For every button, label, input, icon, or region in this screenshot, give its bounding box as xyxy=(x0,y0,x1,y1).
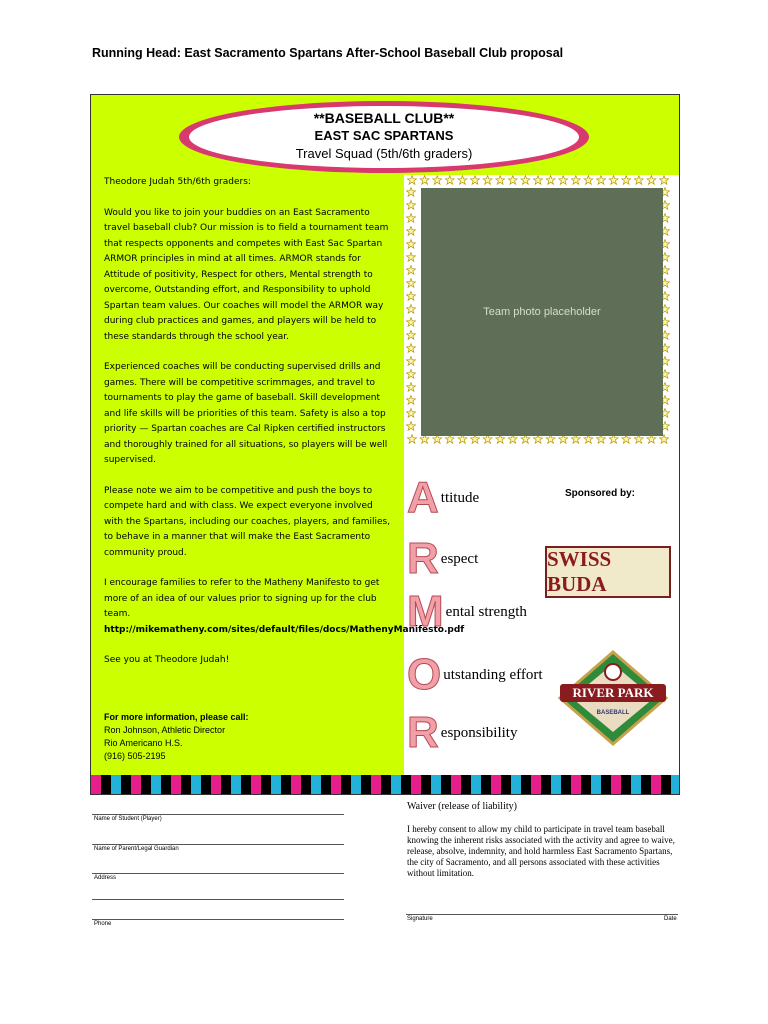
star-icon xyxy=(546,176,555,185)
title-line-2: EAST SAC SPARTANS xyxy=(314,128,454,143)
title-line-1: **BASEBALL CLUB** xyxy=(313,110,455,126)
star-icon xyxy=(584,176,593,185)
line-signature[interactable] xyxy=(406,914,678,915)
star-icon xyxy=(406,279,415,288)
contact-block xyxy=(104,711,394,763)
star-icon xyxy=(622,176,631,185)
armor-word: ental strength xyxy=(445,603,527,620)
star-icon xyxy=(406,318,415,327)
armor-letter-m: M xyxy=(407,587,444,636)
star-icon xyxy=(483,176,492,185)
star-icon xyxy=(609,176,618,185)
contact-name: Ron Johnson, Athletic Director xyxy=(104,725,226,735)
star-icon xyxy=(406,331,415,340)
armor-letter-a: A xyxy=(407,473,439,522)
label-student-name: Name of Student (Player) xyxy=(94,816,162,822)
checker-stripe xyxy=(91,775,680,795)
contact-school: Rio Americano H.S. xyxy=(104,738,183,748)
label-phone: Phone xyxy=(94,921,112,927)
greeting: Theodore Judah 5th/6th graders: xyxy=(104,177,251,187)
waiver-text: I hereby consent to allow my child to participate in travel team baseball knowing the inherent risks associated with the activity and agree to waive, release, absolve, indemnity, and hold harmless East Sacramento Spartans, the city of Sacramento, and all persons associated with these activities without limitation. xyxy=(407,824,675,878)
paragraph-2: Experienced coaches will be conducting supervised drills and games. There will be competitive scrimmages, and travel to tournaments to play the game of baseball. Skill development and life skills will be priorities of this team. Safety is also a top priority — Spartan coaches are Cal Ripken certified instructors and thoroughly trained for all situations, so players will be well supervised. xyxy=(104,362,388,465)
star-icon xyxy=(533,176,542,185)
star-icon xyxy=(571,176,580,185)
star-icon xyxy=(406,305,415,314)
armor-attitude xyxy=(407,473,479,523)
star-icon xyxy=(406,188,415,197)
swiss-buda-logo xyxy=(545,546,671,598)
armor-word: utstanding effort xyxy=(443,666,543,683)
line-address[interactable] xyxy=(92,873,344,874)
river-park-text: RIVER PARK xyxy=(572,685,654,700)
star-icon xyxy=(406,396,415,405)
contact-phone: (916) 505-2195 xyxy=(104,751,166,761)
waiver-title: Waiver (release of liability) xyxy=(407,801,517,812)
star-icon xyxy=(406,383,415,392)
star-icon xyxy=(458,176,467,185)
star-icon xyxy=(407,176,416,185)
star-icon xyxy=(596,176,605,185)
star-icon xyxy=(559,176,568,185)
star-icon xyxy=(406,344,415,353)
star-icon xyxy=(406,227,415,236)
star-icon xyxy=(521,176,530,185)
title-oval xyxy=(189,106,579,168)
river-park-subtext: BASEBALL xyxy=(596,710,630,716)
armor-letter-o: O xyxy=(407,650,442,699)
star-icon xyxy=(659,176,668,185)
label-parent-name: Name of Parent/Legal Guardian xyxy=(94,846,179,852)
star-icon xyxy=(406,201,415,210)
river-park-logo xyxy=(554,650,672,746)
label-address: Address xyxy=(94,875,117,881)
armor-word: ttitude xyxy=(440,489,480,506)
armor-letter-r2: R xyxy=(407,708,439,757)
contact-title: For more information, please call: xyxy=(104,712,249,722)
star-icon xyxy=(406,357,415,366)
star-icon xyxy=(407,435,416,444)
star-icon xyxy=(508,176,517,185)
sponsored-by-label: Sponsored by: xyxy=(565,488,636,499)
star-icon xyxy=(496,176,505,185)
star-icon xyxy=(406,240,415,249)
manifesto-link[interactable]: http://mikematheny.com/sites/default/files/docs/MathenyManifesto.pdf xyxy=(104,624,465,635)
flyer xyxy=(90,94,680,795)
swiss-buda-text: SWISS BUDA xyxy=(547,547,612,596)
armor-mental xyxy=(407,587,527,637)
body-text xyxy=(104,175,465,684)
line-phone[interactable] xyxy=(92,919,344,920)
label-signature: Signature xyxy=(407,916,433,922)
title-line-3: Travel Squad (5th/6th graders) xyxy=(295,146,473,161)
star-icon xyxy=(406,370,415,379)
armor-word: espect xyxy=(440,550,479,567)
star-icon xyxy=(406,253,415,262)
label-date: Date xyxy=(664,916,677,922)
closing: See you at Theodore Judah! xyxy=(104,655,230,665)
star-icon xyxy=(406,214,415,223)
star-icon xyxy=(433,176,442,185)
armor-word: esponsibility xyxy=(440,724,518,741)
star-icon xyxy=(406,422,415,431)
star-icon xyxy=(406,409,415,418)
star-icon xyxy=(647,176,656,185)
line-address-2[interactable] xyxy=(92,899,344,900)
paragraph-1: Would you like to join your buddies on an East Sacramento travel baseball club? Our mission is to field a tournament team that respects opponents and competes with East Sac Spartan ARMOR principles in mind at all times. ARMOR stands for Attitude of positivity, Respect for others, Mental strength to overcome, Outstanding effort, and Responsibility to uphold Spartan team values. Our coaches will model the ARMOR way during club practices and games, and players will be held to these standards through the school year. xyxy=(104,207,389,342)
star-icon xyxy=(406,292,415,301)
armor-responsibility xyxy=(407,708,517,758)
star-icon xyxy=(406,266,415,275)
line-parent-name[interactable] xyxy=(92,844,344,845)
star-icon xyxy=(634,176,643,185)
paragraph-4: I encourage families to refer to the Matheny Manifesto to get more of an idea of our values prior to signing up for the club team. xyxy=(104,578,380,619)
star-icon xyxy=(445,176,454,185)
line-student-name[interactable] xyxy=(92,814,344,815)
running-head: Running Head: East Sacramento Spartans After-School Baseball Club proposal xyxy=(92,46,564,60)
armor-outstanding xyxy=(407,650,543,700)
star-icon xyxy=(420,176,429,185)
paragraph-3: Please note we aim to be competitive and push the boys to compete hard and with class. We expect everyone involved with the Spartans, including our coaches, players, and families, to behave in a manner that will make the East Sacramento community proud. xyxy=(104,485,391,558)
team-photo: Team photo placeholder xyxy=(421,188,663,436)
star-icon xyxy=(470,176,479,185)
armor-respect xyxy=(407,534,478,584)
armor-letter-r: R xyxy=(407,534,439,583)
